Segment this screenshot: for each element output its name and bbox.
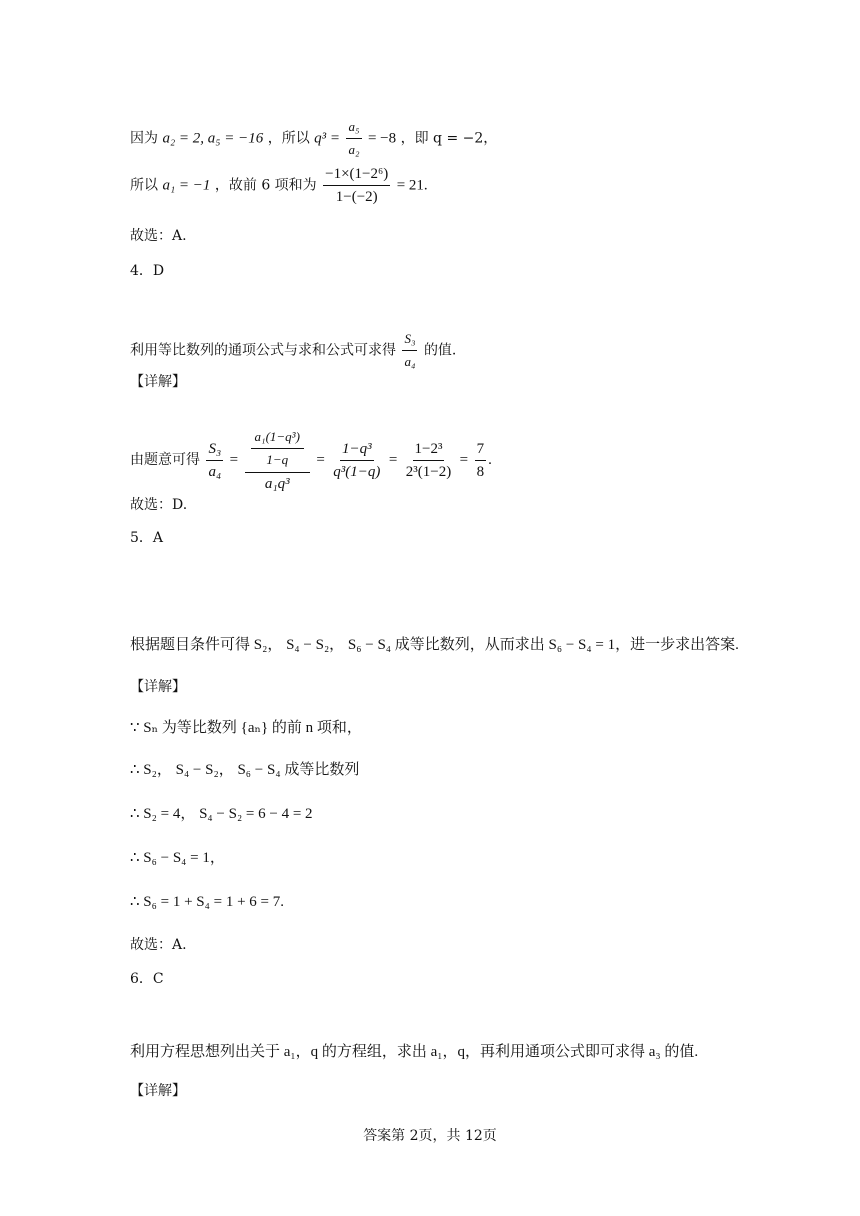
analysis-line (130, 329, 456, 372)
math-result: = 21. (396, 177, 428, 194)
section-label: 【详解】 (130, 1083, 186, 1099)
fraction (402, 329, 417, 372)
derivation-line: ∴ S₆ − S₄ = 1， (130, 850, 225, 866)
fraction-denominator: a₄ (404, 354, 416, 369)
fraction-denominator: a₄ (208, 463, 222, 480)
fraction-numerator: −1×(1−2⁶) (323, 164, 390, 186)
text: 所以 (130, 177, 158, 194)
fraction-numerator: a₅ (346, 117, 361, 139)
answer-line: 故选：D. (130, 497, 188, 513)
derivation-line: ∵ Sₙ 为等比数列 {aₙ} 的前 n 项和， (130, 720, 362, 736)
text: 的值. (423, 342, 457, 359)
text: ，故前 6 项和为 (214, 177, 317, 194)
math-variable: q³ = (314, 130, 341, 147)
text: 由题意可得 (130, 452, 200, 468)
question-heading: 6．C (130, 971, 164, 987)
fraction-denominator: 1−(−2) (335, 189, 378, 205)
fraction (331, 439, 382, 482)
compound-fraction (245, 425, 310, 495)
inner-numerator: a₁(1−q³) (251, 426, 304, 449)
text: 因为 (130, 130, 158, 147)
section-label: 【详解】 (130, 679, 186, 695)
page-footer: 答案第 2页，共 12页 (363, 1128, 497, 1144)
derivation-line: 由题意可得 $\frac{\text{S₃}}{\text{a₄}}$ = $\frac{\frac{\text{a₁(1−q³)}}{1-q}}{\text{a₁q³}}$ = $\frac{\text{1−q³}}{\text{q³(1−q)}}$ = $\frac{\text{1−2³}}{\text{2³(1−2)}}$ = $\frac{7}{8}$ . (130, 425, 492, 495)
derivation-line: ∴ S₆ = 1 + S₄ = 1 + 6 = 7. (130, 894, 284, 910)
derivation-line: ∴ S₂ = 4， S₄ − S₂ = 6 − 4 = 2 (130, 806, 313, 822)
answer-line: 故选：A. (130, 228, 187, 244)
fraction (206, 439, 223, 482)
text: 利用等比数列的通项公式与求和公式可求得 (130, 342, 396, 359)
fraction-numerator: 7 (475, 439, 487, 461)
fraction-denominator: a₁q³ (264, 476, 290, 492)
question-heading: 4．D (130, 263, 165, 279)
text: ，所以 (267, 130, 310, 147)
fraction (323, 164, 390, 207)
text: ，即 q = −2， (400, 130, 498, 147)
question-heading: 5．A (130, 530, 164, 546)
math-result: = −8 (367, 130, 397, 147)
math-equation: a₁ = −1 (162, 177, 211, 194)
fraction-denominator: 2³(1−2) (405, 463, 452, 480)
derivation-line: ∴ S₂， S₄ − S₂， S₆ − S₄ 成等比数列 (130, 762, 360, 778)
fraction-denominator: q³(1−q) (333, 463, 381, 480)
section-label: 【详解】 (130, 374, 186, 390)
fraction-denominator: a₂ (348, 142, 360, 157)
math-equation: a₂ = 2, a₅ = −16 (162, 130, 264, 147)
fraction-denominator: 8 (476, 463, 485, 480)
answer-line: 故选：A. (130, 937, 187, 953)
inner-denominator: 1−q (266, 452, 289, 467)
solution-line-2 (130, 164, 428, 207)
analysis-line: 根据题目条件可得 S₂， S₄ − S₂， S₆ − S₄ 成等比数列，从而求出 S₆ − S₄ = 1，进一步求出答案. (130, 637, 739, 653)
fraction-numerator: 1−2³ (413, 439, 445, 461)
fraction (404, 439, 453, 482)
fraction-numerator (245, 425, 310, 473)
inner-fraction (251, 426, 304, 471)
analysis-line: 利用方程思想列出关于 a₁，q 的方程组，求出 a₁，q，再利用通项公式即可求得 a₃ 的值. (130, 1044, 699, 1060)
fraction (346, 117, 361, 160)
fraction-numerator: 1−q³ (340, 439, 374, 461)
fraction-numerator: S₃ (206, 439, 223, 461)
fraction-numerator: S₃ (402, 329, 417, 351)
fraction (475, 439, 487, 482)
solution-line-1 (130, 117, 497, 160)
